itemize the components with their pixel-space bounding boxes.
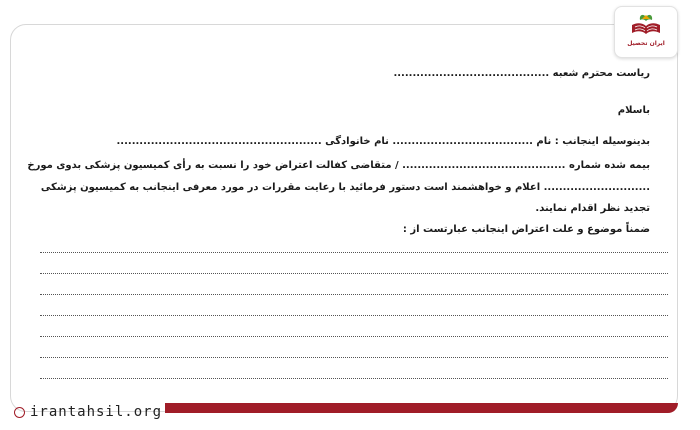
- brand-logo: [614, 6, 678, 58]
- book-leaf-logo-icon: [629, 13, 663, 39]
- blank-writing-line: [40, 315, 668, 316]
- form-frame: [10, 24, 678, 412]
- form-insurance-line: بیمه شده شماره ........................................... / متقاضی کفالت اعتراض خود را نسبت به رأی کمیسیون پزشکی بدوی مورخ: [27, 160, 650, 171]
- logo-text: ایران تحصیل: [627, 40, 665, 47]
- blank-writing-line: [40, 294, 668, 295]
- globe-icon: [14, 407, 25, 418]
- website-url: irantahsil.org: [30, 404, 163, 420]
- blank-writing-line: [40, 357, 668, 358]
- form-name-line: بدینوسیله اینجانب : نام ..................................... نام خانوادگی ......................................................: [116, 136, 650, 147]
- blank-writing-line: [40, 273, 668, 274]
- form-reason-label: ضمناً موضوع و علت اعتراض اینجانب عبارتست از :: [402, 224, 650, 235]
- blank-writing-line: [40, 252, 668, 253]
- blank-writing-line: [40, 378, 668, 379]
- form-recipient-line: ریاست محترم شعبه .........................................: [393, 68, 650, 79]
- form-review-line: تجدید نظر اقدام نمایند.: [535, 203, 650, 214]
- form-greeting: باسلام: [617, 105, 650, 116]
- bottom-accent-bar: [165, 403, 678, 413]
- form-request-line: ............................ اعلام و خواهشمند است دستور فرمائید با رعایت مقررات در مورد معرفی اینجانب به کمیسیون پزشکی: [40, 182, 650, 193]
- blank-writing-line: [40, 336, 668, 337]
